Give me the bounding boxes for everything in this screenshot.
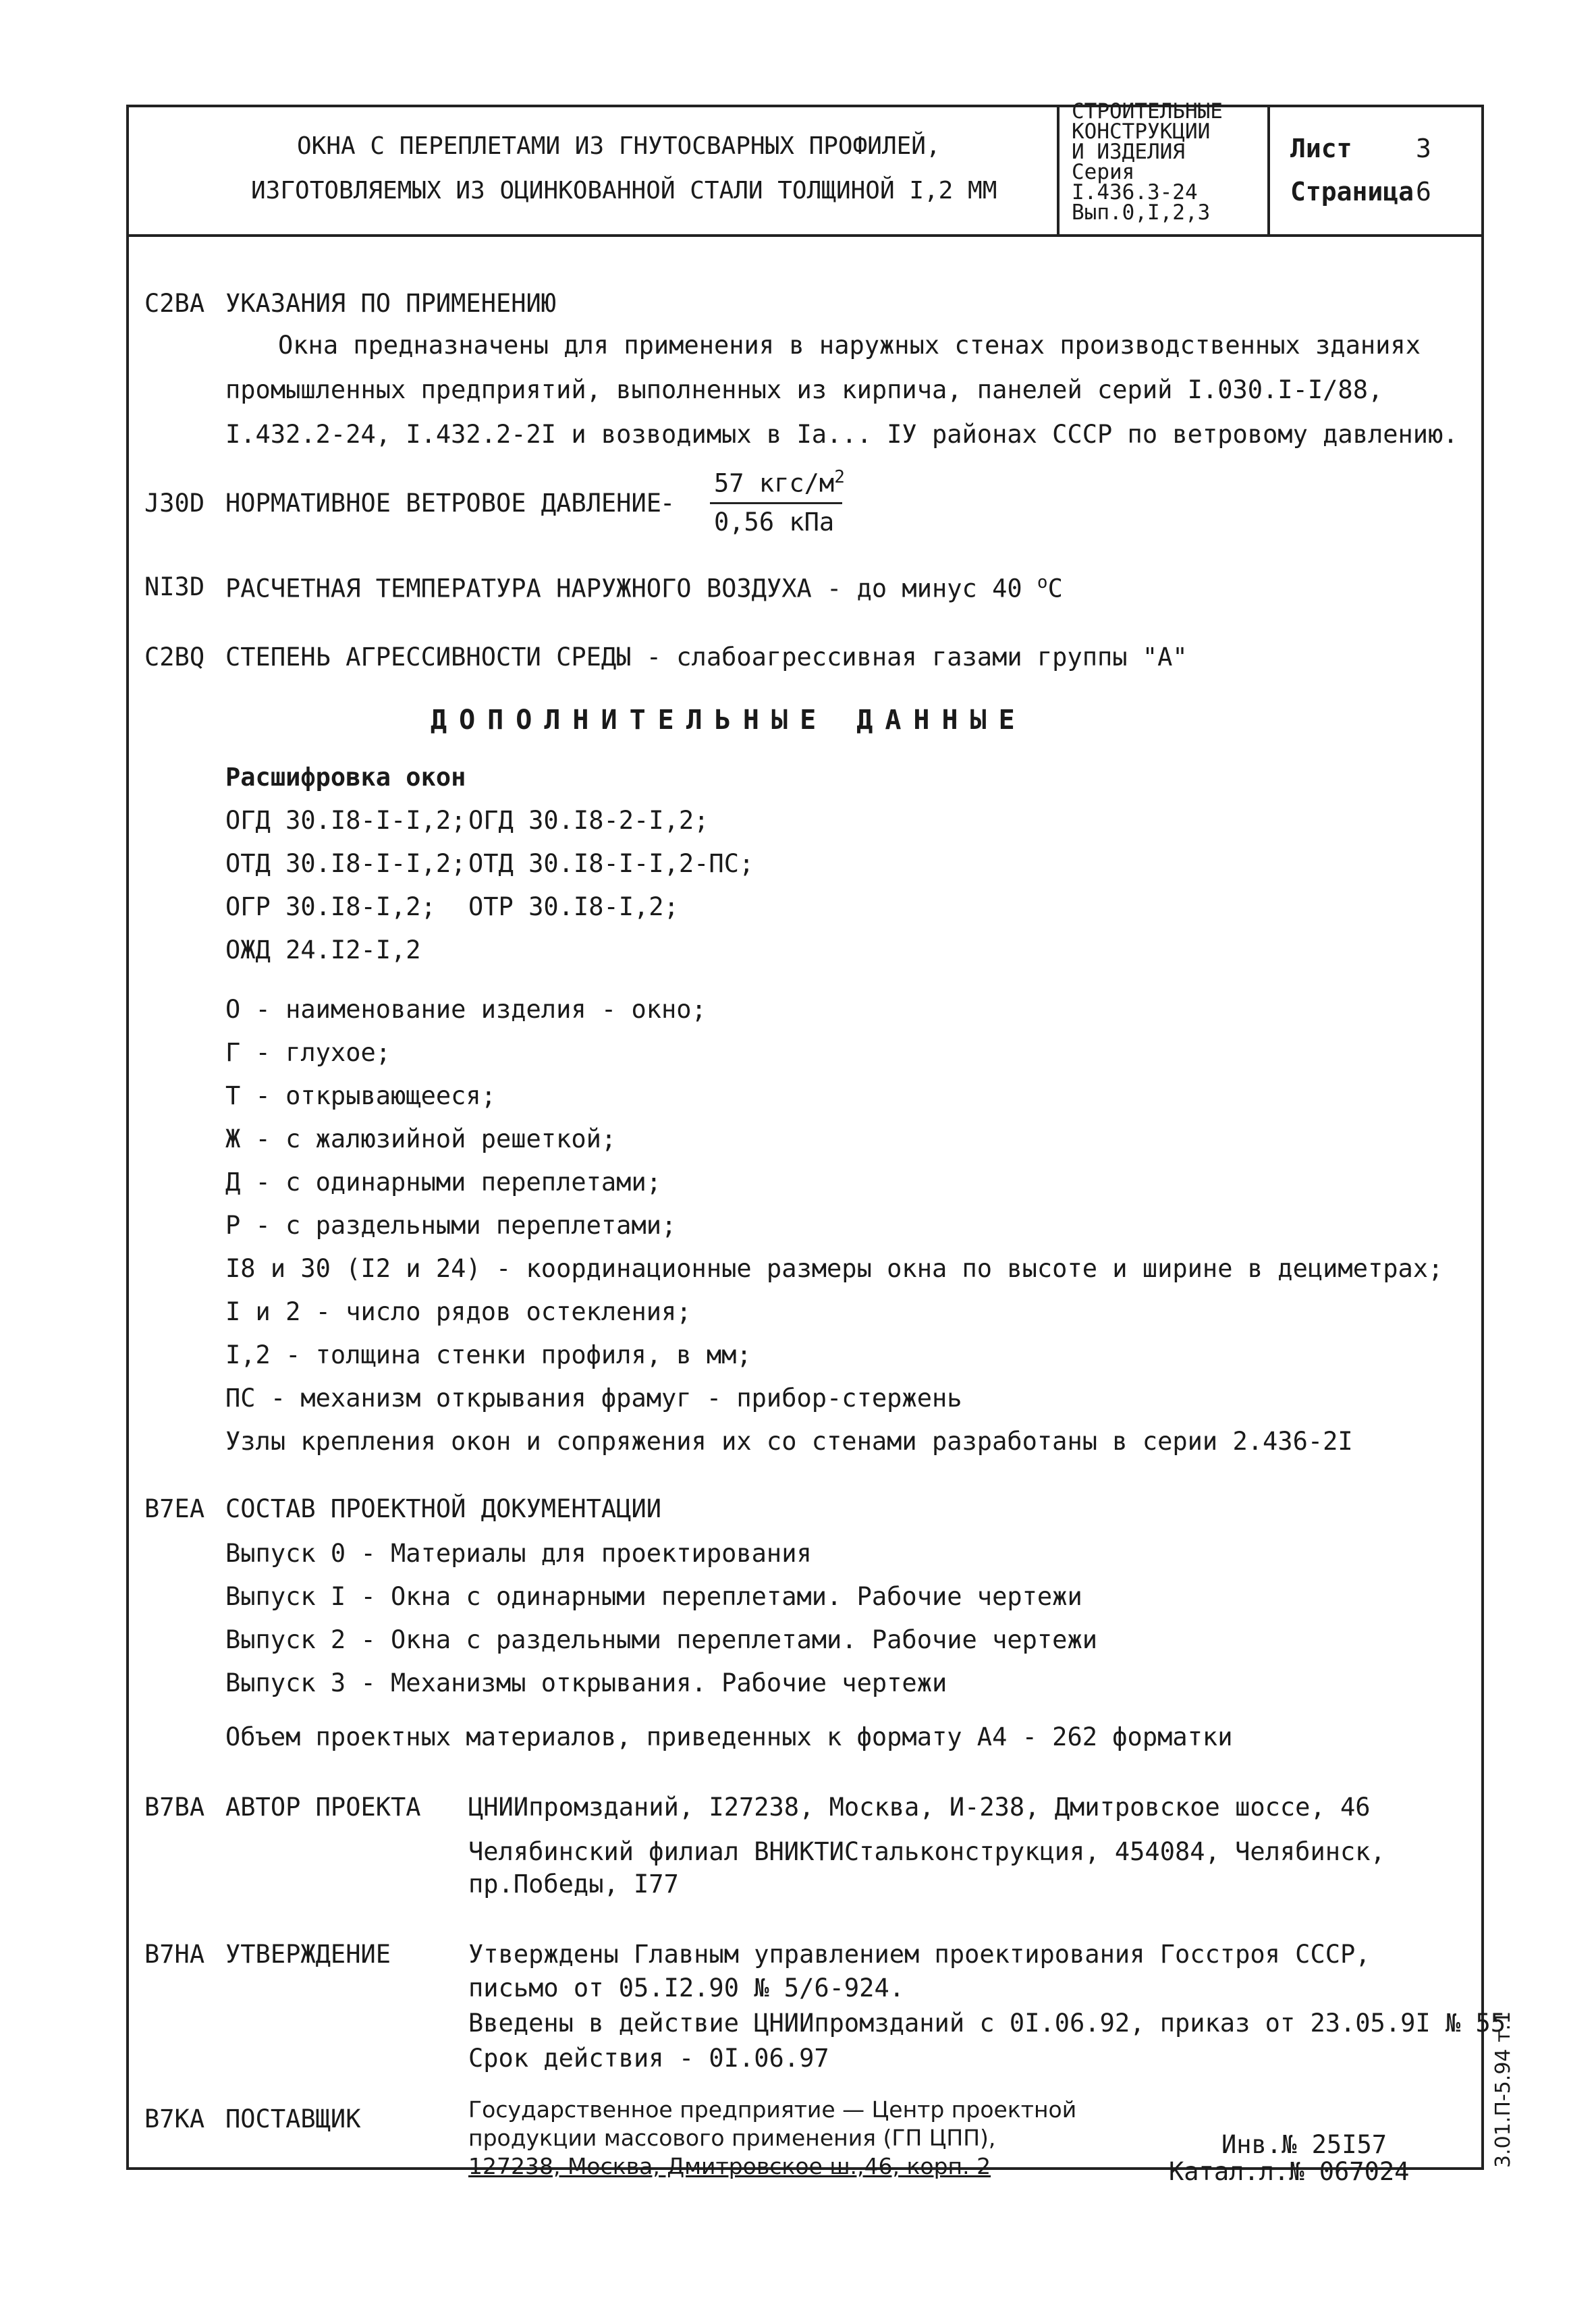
- page-label: Страница: [1290, 177, 1414, 207]
- window-code: ОТР 30.I8-I,2;: [468, 892, 679, 921]
- section-code: C2BA: [144, 289, 205, 318]
- series-line: КОНСТРУКЦИИ: [1072, 119, 1211, 144]
- window-code: ОГР 30.I8-I,2;: [225, 892, 436, 921]
- section-heading: УКАЗАНИЯ ПО ПРИМЕНЕНИЮ: [225, 289, 557, 318]
- fraction-line: [710, 502, 842, 504]
- sheet-value: 3: [1416, 134, 1431, 163]
- legend-item: Ж - с жалюзийной решеткой;: [225, 1124, 617, 1153]
- legend-item: Р - с раздельными переплетами;: [225, 1211, 677, 1240]
- legend-item: I,2 - толщина стенки профиля, в мм;: [225, 1340, 752, 1369]
- section-heading: АВТОР ПРОЕКТА: [225, 1793, 421, 1822]
- temperature-text: РАСЧЕТНАЯ ТЕМПЕРАТУРА НАРУЖНОГО ВОЗДУХА - до минус 40 $^о$С: [225, 572, 1063, 603]
- window-code: ОГД 30.I8-I-I,2;: [225, 806, 466, 835]
- inventory-number: Инв.№ 25I57: [1221, 2130, 1387, 2159]
- usage-line-3: I.432.2-24, I.432.2-2I и возводимых в Iа... IУ районах СССР по ветровому давлению.: [225, 420, 1458, 449]
- section-heading: ПОСТАВЩИК: [225, 2104, 361, 2133]
- issue-line: Выпуск 3 - Механизмы открывания. Рабочие чертежи: [225, 1668, 947, 1697]
- header-divider-v1: [1057, 105, 1060, 237]
- additional-data-title: ДОПОЛНИТЕЛЬНЫЕ ДАННЫЕ: [431, 705, 1027, 736]
- window-code: ОГД 30.I8-2-I,2;: [468, 806, 709, 835]
- legend-item: Т - открывающееся;: [225, 1081, 496, 1110]
- approval-line: Введены в действие ЦНИИпромзданий с 0I.06.92, приказ от 23.05.9I № 55: [468, 2009, 1506, 2038]
- approval-line: Утверждены Главным управлением проектирования Госстроя СССР,: [468, 1940, 1371, 1969]
- section-code: B7HA: [144, 1940, 205, 1969]
- series-line: I.436.3-24: [1072, 180, 1198, 205]
- author-line: пр.Победы, I77: [468, 1870, 679, 1899]
- section-code: B7KA: [144, 2104, 205, 2133]
- decode-title: Расшифровка окон: [225, 763, 466, 792]
- series-line: Серия: [1072, 160, 1135, 184]
- issue-line: Выпуск I - Окна с одинарными переплетами. Рабочие чертежи: [225, 1582, 1082, 1611]
- sheet-label: Лист: [1290, 134, 1352, 163]
- series-block: [1072, 101, 1223, 223]
- legend-item: Узлы крепления окон и сопряжения их со стенами разработаны в серии 2.436-2I: [225, 1427, 1353, 1456]
- approval-line: Срок действия - 0I.06.97: [468, 2044, 829, 2073]
- legend-item: I и 2 - число рядов остекления;: [225, 1297, 692, 1326]
- section-heading: УТВЕРЖДЕНИЕ: [225, 1940, 391, 1969]
- title-line-2: ИЗГОТОВЛЯЕМЫХ ИЗ ОЦИНКОВАННОЙ СТАЛИ ТОЛЩИНОЙ I,2 ММ: [251, 177, 997, 205]
- usage-line-2: промышленных предприятий, выполненных из кирпича, панелей серий I.030.I-I/88,: [225, 375, 1383, 404]
- section-heading: НОРМАТИВНОЕ ВЕТРОВОЕ ДАВЛЕНИЕ: [225, 489, 662, 518]
- legend-item: I8 и 30 (I2 и 24) - координационные размеры окна по высоте и ширине в дециметрах;: [225, 1254, 1443, 1283]
- window-code: ОТД 30.I8-I-I,2;: [225, 849, 466, 878]
- supplier-line: продукции массового применения (ГП ЦПП),: [468, 2125, 996, 2151]
- supplier-address: 127238, Москва, Дмитровское ш.,46, корп. 2: [468, 2153, 991, 2179]
- section-code: B7EA: [144, 1494, 205, 1523]
- section-code: NI3D: [144, 572, 205, 601]
- supplier-line: Государственное предприятие — Центр проектной: [468, 2096, 1077, 2123]
- author-line: Челябинский филиал ВНИКТИСтальконструкция, 454084, Челябинск,: [468, 1837, 1385, 1866]
- volume-line: Объем проектных материалов, приведенных к формату А4 - 262 форматки: [225, 1722, 1233, 1751]
- title-line-1: ОКНА С ПЕРЕПЛЕТАМИ ИЗ ГНУТОСВАРНЫХ ПРОФИЛЕЙ,: [297, 132, 941, 160]
- author-line: ЦНИИпромзданий, I27238, Москва, И-238, Дмитровское шоссе, 46: [468, 1793, 1371, 1822]
- section-code: C2BQ: [144, 643, 205, 672]
- legend-item: Д - с одинарными переплетами;: [225, 1168, 662, 1197]
- legend-item: О - наименование изделия - окно;: [225, 995, 707, 1024]
- header-divider-v2: [1267, 105, 1270, 237]
- usage-line-1: Окна предназначены для применения в наружных стенах производственных зданиях: [278, 331, 1421, 360]
- header-divider: [126, 234, 1484, 237]
- series-line: Вып.0,I,2,3: [1072, 200, 1211, 225]
- wind-numerator: 57 кгс/$м^2$: [714, 467, 845, 498]
- margin-note: 3.01.П-5.94 т.1: [1491, 2011, 1515, 2168]
- legend-item: Г - глухое;: [225, 1038, 391, 1067]
- issue-line: Выпуск 0 - Материалы для проектирования: [225, 1539, 812, 1568]
- series-line: СТРОИТЕЛЬНЫЕ: [1072, 99, 1223, 124]
- page-value: 6: [1416, 177, 1431, 207]
- approval-line: письмо от 05.I2.90 № 5/6-924.: [468, 1974, 905, 2003]
- dash: -: [660, 489, 676, 518]
- catalog-sheet-number: Катал.л.№ 067024: [1169, 2157, 1410, 2186]
- section-code: J30D: [144, 489, 205, 518]
- aggressiveness-text: СТЕПЕНЬ АГРЕССИВНОСТИ СРЕДЫ - слабоагрессивная газами группы "А": [225, 643, 1188, 672]
- section-heading: СОСТАВ ПРОЕКТНОЙ ДОКУМЕНТАЦИИ: [225, 1494, 662, 1523]
- window-code: ОЖД 24.I2-I,2: [225, 935, 421, 964]
- legend-item: ПС - механизм открывания фрамуг - прибор-стержень: [225, 1384, 962, 1413]
- section-code: B7BA: [144, 1793, 205, 1822]
- series-line: И ИЗДЕЛИЯ: [1072, 140, 1185, 164]
- wind-denominator: 0,56 кПа: [714, 508, 835, 537]
- issue-line: Выпуск 2 - Окна с раздельными переплетами. Рабочие чертежи: [225, 1625, 1098, 1654]
- window-code: ОТД 30.I8-I-I,2-ПС;: [468, 849, 754, 878]
